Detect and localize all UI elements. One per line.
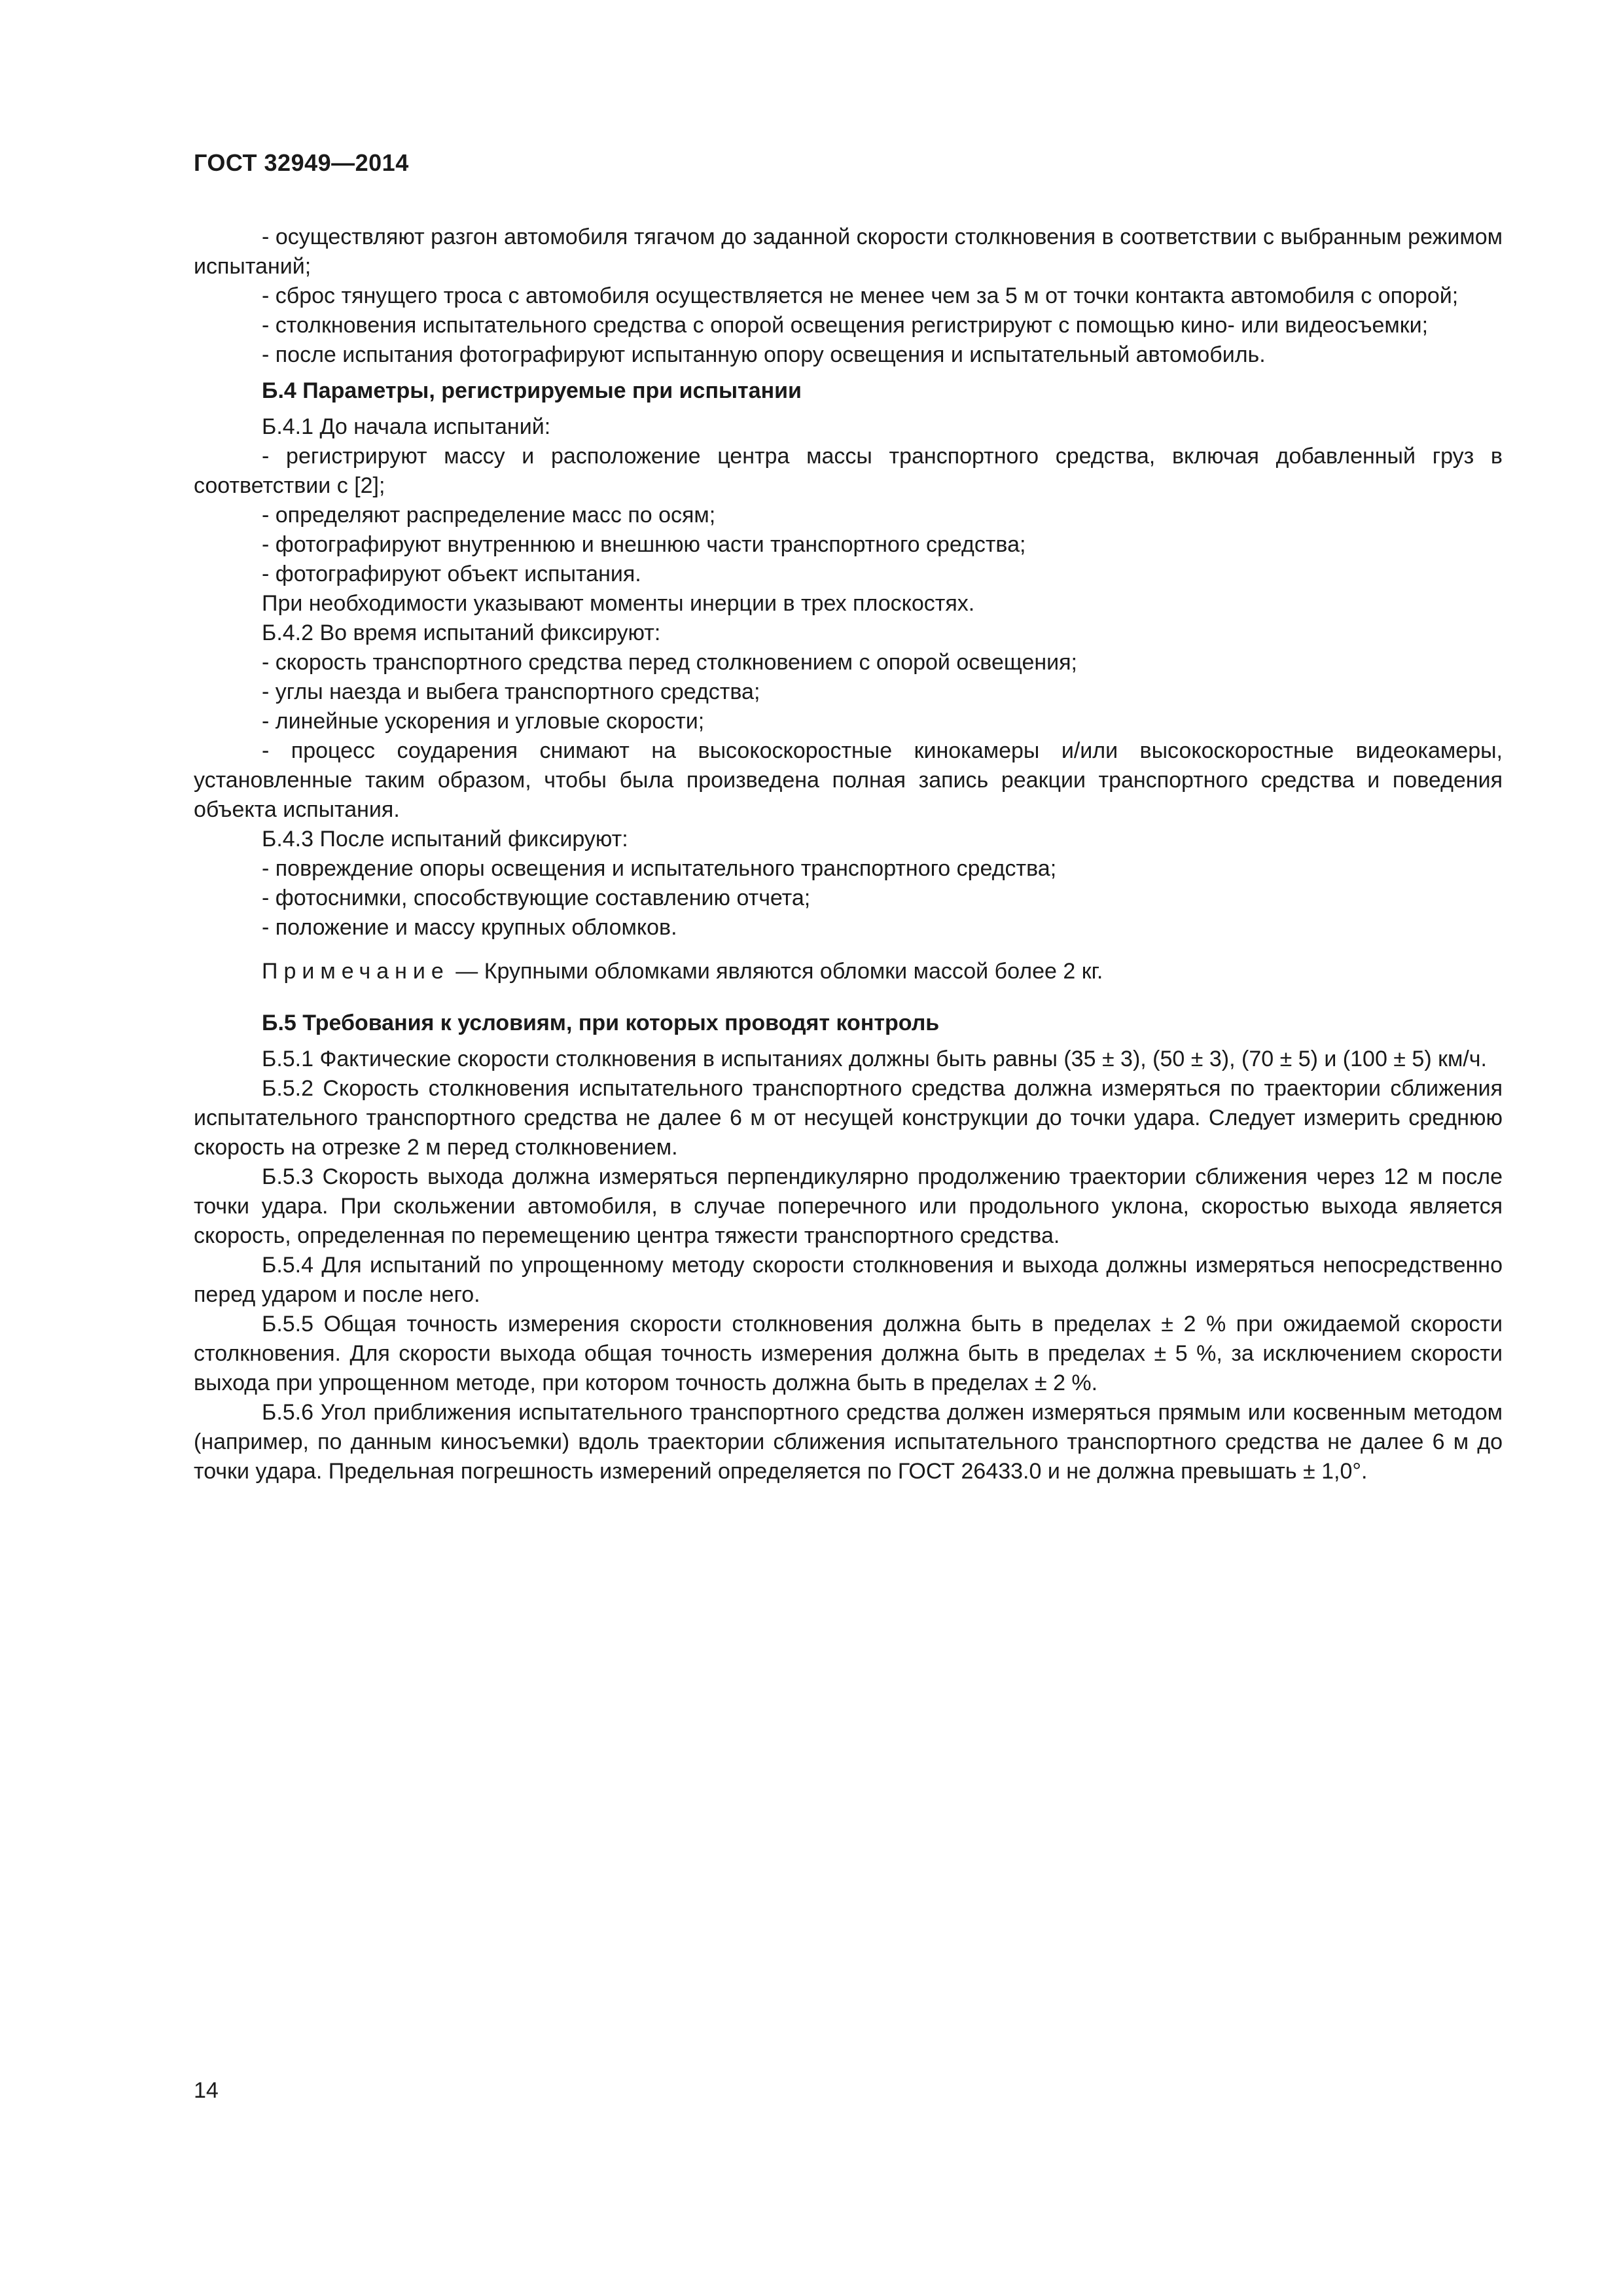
list-item: - осуществляют разгон автомобиля тягачом до заданной скорости столкновения в соответствии с выбранным режимом испытаний; (194, 224, 1503, 279)
list-item: - углы наезда и выбега транспортного средства; (262, 679, 760, 704)
document-body (194, 223, 1503, 1486)
document-header-title: ГОСТ 32949—2014 (194, 149, 409, 176)
list-item: - положение и массу крупных обломков. (262, 915, 677, 940)
subsection-title-b41: Б.4.1 До начала испытаний: (262, 414, 551, 439)
list-item: - повреждение опоры освещения и испытательного транспортного средства; (262, 856, 1057, 881)
list-item: - фотографируют внутреннюю и внешнюю части транспортного средства; (262, 532, 1026, 557)
list-item: - фотоснимки, способствующие составлению отчета; (262, 886, 811, 910)
list-item: - столкновения испытательного средства с опорой освещения регистрируют с помощью кино- или видеосъемки; (262, 313, 1429, 338)
subsection-title-b43: Б.4.3 После испытаний фиксируют: (262, 827, 628, 852)
list-item: - линейные ускорения и угловые скорости; (262, 709, 705, 734)
list-item: - скорость транспортного средства перед столкновением с опорой освещения; (262, 650, 1077, 675)
section-heading-b5: Б.5 Требования к условиям, при которых проводят контроль (262, 1011, 940, 1035)
paragraph-b55: Б.5.5 Общая точность измерения скорости столкновения должна быть в пределах ± 2 % при ожидаемой скорости столкновения. Для скорости выхода общая точность измерения должна быть в пределах ± 5 %, за исключением скорости выхода при упрощенном методе, при котором точность должна быть в пределах ± 2 %. (194, 1312, 1503, 1395)
note (194, 957, 1503, 986)
list-item: - фотографируют объект испытания. (262, 562, 641, 586)
paragraph: При необходимости указывают моменты инерции в трех плоскостях. (262, 591, 975, 616)
page-number: 14 (194, 2078, 219, 2103)
list-item: - регистрируют массу и расположение центра массы транспортного средства, включая добавленный груз в соответствии с [2]; (194, 444, 1503, 498)
subsection-title-b42: Б.4.2 Во время испытаний фиксируют: (262, 620, 661, 645)
list-item: - после испытания фотографируют испытанную опору освещения и испытательный автомобиль. (262, 342, 1266, 367)
section-heading-b4: Б.4 Параметры, регистрируемые при испытании (262, 378, 802, 403)
paragraph-b56: Б.5.6 Угол приближения испытательного транспортного средства должен измеряться прямым или косвенным методом (например, по данным киносъемки) вдоль траектории сближения испытательного транспортного средства не далее 6 м до точки удара. Предельная погрешность измерений определяется по ГОСТ 26433.0 и не должна превышать ± 1,0°. (194, 1400, 1503, 1484)
paragraph-b54: Б.5.4 Для испытаний по упрощенному методу скорости столкновения и выхода должны измеряться непосредственно перед ударом и после него. (194, 1253, 1503, 1307)
list-item: - процесс соударения снимают на высокоскоростные кинокамеры и/или высокоскоростные видеокамеры, установленные таким образом, чтобы была произведена полная запись реакции транспортного средства и поведения объекта испытания. (194, 738, 1503, 822)
note-text: — Крупными обломками являются обломки массой более 2 кг. (449, 959, 1103, 984)
paragraph-b53: Б.5.3 Скорость выхода должна измеряться перпендикулярно продолжению траектории сближения через 12 м после точки удара. При скольжении автомобиля, в случае поперечного или продольного уклона, скоростью выхода является скорость, определенная по перемещению центра тяжести транспортного средства. (194, 1164, 1503, 1248)
list-item: - определяют распределение масс по осям; (262, 503, 716, 528)
list-item: - сброс тянущего троса с автомобиля осуществляется не менее чем за 5 м от точки контакта автомобиля с опорой; (262, 283, 1459, 308)
note-label: Примечание (262, 959, 450, 984)
paragraph-b52: Б.5.2 Скорость столкновения испытательного транспортного средства должна измеряться по траектории сближения испытательного транспортного средства не далее 6 м от несущей конструкции до точки удара. Следует измерить среднюю скорость на отрезке 2 м перед столкновением. (194, 1076, 1503, 1160)
paragraph-b51: Б.5.1 Фактические скорости столкновения в испытаниях должны быть равны (35 ± 3), (50 ± 3), (70 ± 5) и (100 ± 5) км/ч. (262, 1047, 1487, 1071)
